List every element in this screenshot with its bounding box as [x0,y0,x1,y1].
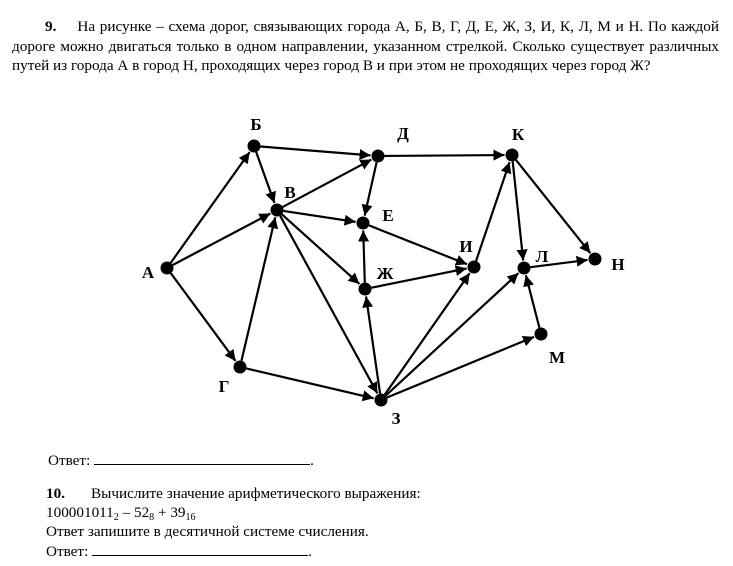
question-10-answer-line [46,541,421,561]
node-E [357,217,370,230]
edge-I-K [476,162,510,261]
question-10 [46,484,421,561]
question-9-text: На рисунке – схема дорог, связывающих города А, Б, В, Г, Д, Е, Ж, З, И, К, Л, М и Н. По каждой дороге можно двигаться только в одном направлении, указанном стрелкой. Сколько существует различных путей из города А в город Н, проходящих через город В и при этом не проходящих через город Ж? [12,18,719,74]
answer-input[interactable] [92,541,308,556]
edge-Z-ZH [366,296,380,393]
expr-term-1: 100001011 [46,504,114,521]
edge-A-G [171,273,236,361]
node-A [161,262,174,275]
node-label-ZH: Ж [376,264,394,283]
question-10-title: Вычислите значение арифметического выражения: [90,485,421,502]
expr-op-1: – [118,504,134,521]
edge-D-E [365,162,377,215]
node-D [372,150,385,163]
node-label-N: Н [611,255,625,274]
node-label-M: М [548,348,566,367]
node-B6 [248,140,261,153]
expr-term-2: 52 [133,504,150,521]
node-label-A: А [141,263,155,282]
edge-V-ZH [282,214,360,284]
node-K [506,149,519,162]
node-label-I: И [459,237,473,256]
answer-trail: . [308,543,312,560]
node-L [518,262,531,275]
node-label-G: Г [218,377,230,396]
answer-trail: . [310,452,314,469]
expr-base-3: 16 [185,512,196,523]
edge-B6-V [256,152,274,203]
edge-M-L [526,275,540,327]
node-Z [375,394,388,407]
edge-Z-M [387,337,534,398]
node-label-Z: З [391,409,401,428]
node-label-B6: Б [250,115,262,134]
edge-B6-D [260,147,370,156]
expr-op-2: + [154,504,171,521]
node-label-D: Д [397,124,409,143]
node-label-K: К [511,125,525,144]
edge-G-V [241,217,275,360]
edge-E-I [369,225,467,264]
edge-G-Z [246,368,373,398]
question-10-header [46,484,421,503]
answer-label: Ответ: [48,452,91,469]
node-V [271,204,284,217]
edge-Z-L [386,273,519,396]
edge-V-D [283,160,372,207]
question-10-number: 10. [46,485,65,502]
node-ZH [359,283,372,296]
question-9-number: 9. [45,18,57,35]
node-I [468,261,481,274]
node-label-V: В [284,183,296,202]
node-N [589,253,602,266]
edge-K-L [513,161,524,260]
question-10-note: Ответ запишите в десятичной системе счисления. [46,523,369,540]
node-label-E: Е [382,206,394,225]
edge-K-N [516,160,590,253]
node-G [234,361,247,374]
expr-base-1: 2 [113,512,119,523]
expr-term-3: 39 [170,504,186,521]
arithmetic-expression [46,503,421,522]
edge-V-E [283,211,355,222]
answer-input[interactable] [94,450,310,465]
expr-base-2: 8 [149,512,155,523]
node-M [535,328,548,341]
question-9-answer-line [48,450,314,470]
node-label-L: Л [535,247,549,266]
answer-label: Ответ: [46,543,89,560]
edge-D-K [384,155,504,156]
edge-Z-I [385,273,470,395]
edge-ZH-E [363,230,365,282]
